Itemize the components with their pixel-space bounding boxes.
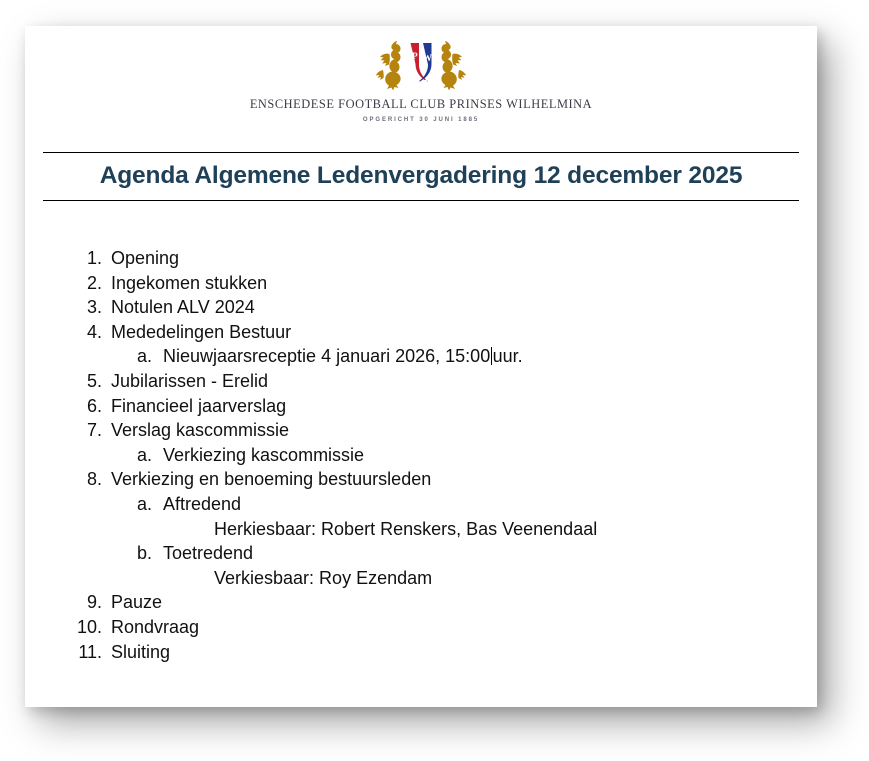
agenda-item-text-before-caret: Nieuwjaarsreceptie 4 januari 2026, 15:00 [163,346,491,367]
page-title: Agenda Algemene Ledenvergadering 12 december 2025 [99,162,743,189]
shield-letter-w: W [422,54,432,64]
club-name-text: ENSCHEDESE FOOTBALL CLUB PRINSES WILHELMINA [249,97,593,111]
agenda-item[interactable] [72,517,817,542]
agenda-item-label: Aftredend [163,493,242,514]
agenda-item[interactable] [72,615,817,640]
agenda-item-label: Mededelingen Bestuur [111,321,292,342]
agenda-item-label: Toetredend [163,543,254,564]
agenda-item-label: Ingekomen stukken [111,272,268,293]
agenda-item-marker: 8. [86,469,102,490]
agenda-item-label: Jubilarissen - Erelid [111,370,269,391]
shield-letter-p: P [411,52,418,62]
title-band [43,152,799,201]
shield-icon [409,41,434,84]
agenda-item-label: Pauze [111,592,163,613]
agenda-item-marker: a. [136,444,152,465]
agenda-item-marker: 7. [86,420,102,441]
agenda-item-marker: 11. [78,641,102,662]
agenda-item[interactable] [72,467,817,492]
agenda-item[interactable] [72,640,817,665]
agenda-item[interactable] [72,246,817,271]
agenda-item-marker: a. [136,493,152,514]
agenda-item-text-after-caret: uur. [492,346,523,367]
agenda-item[interactable] [72,295,817,320]
agenda-item-label: Verslag kascommissie [111,420,290,441]
agenda-item-label: Financieel jaarverslag [111,395,287,416]
agenda-item-label: Verkiezing en benoeming bestuursleden [111,469,432,490]
agenda-item[interactable] [72,443,817,468]
agenda-list [25,246,817,664]
agenda-item[interactable] [72,344,817,369]
lion-left-icon [376,41,401,90]
agenda-item-label: Herkiesbaar: Robert Renskers, Bas Veenendaal [214,518,598,539]
agenda-item-marker: 6. [86,395,102,416]
agenda-item-label: Rondvraag [111,616,200,637]
agenda-item-label: Notulen ALV 2024 [111,297,255,318]
agenda-item-marker: b. [136,543,152,564]
agenda-item-marker: 1. [86,248,102,268]
document-page [25,26,817,707]
agenda-item-marker: 9. [86,592,102,613]
agenda-item[interactable] [72,566,817,591]
agenda-item[interactable] [72,394,817,419]
agenda-item-label: Sluiting [111,641,171,662]
agenda-item-marker: 2. [86,272,102,293]
agenda-item[interactable] [72,320,817,345]
agenda-item-label: Verkiesbaar: Roy Ezendam [214,567,433,588]
letterhead [25,26,817,123]
club-founded-text: OPGERICHT 30 JUNI 1885 [362,117,480,123]
agenda-item-label: Verkiezing kascommissie [163,444,365,465]
agenda-item[interactable] [72,418,817,443]
agenda-item-marker: 10. [76,616,102,637]
agenda-item-label: Opening [111,248,180,268]
agenda-item[interactable] [72,369,817,394]
agenda-item[interactable] [72,492,817,517]
agenda-item[interactable] [72,271,817,296]
agenda-item-marker: 3. [86,297,102,318]
club-crest-logo [361,34,481,90]
agenda-item-marker: 4. [86,321,102,342]
agenda-item-marker: 5. [86,370,102,391]
agenda-item-label [163,344,817,369]
agenda-item-marker: a. [136,346,152,367]
agenda-item[interactable] [72,541,817,566]
lion-right-icon [441,41,466,90]
agenda-item[interactable] [72,590,817,615]
